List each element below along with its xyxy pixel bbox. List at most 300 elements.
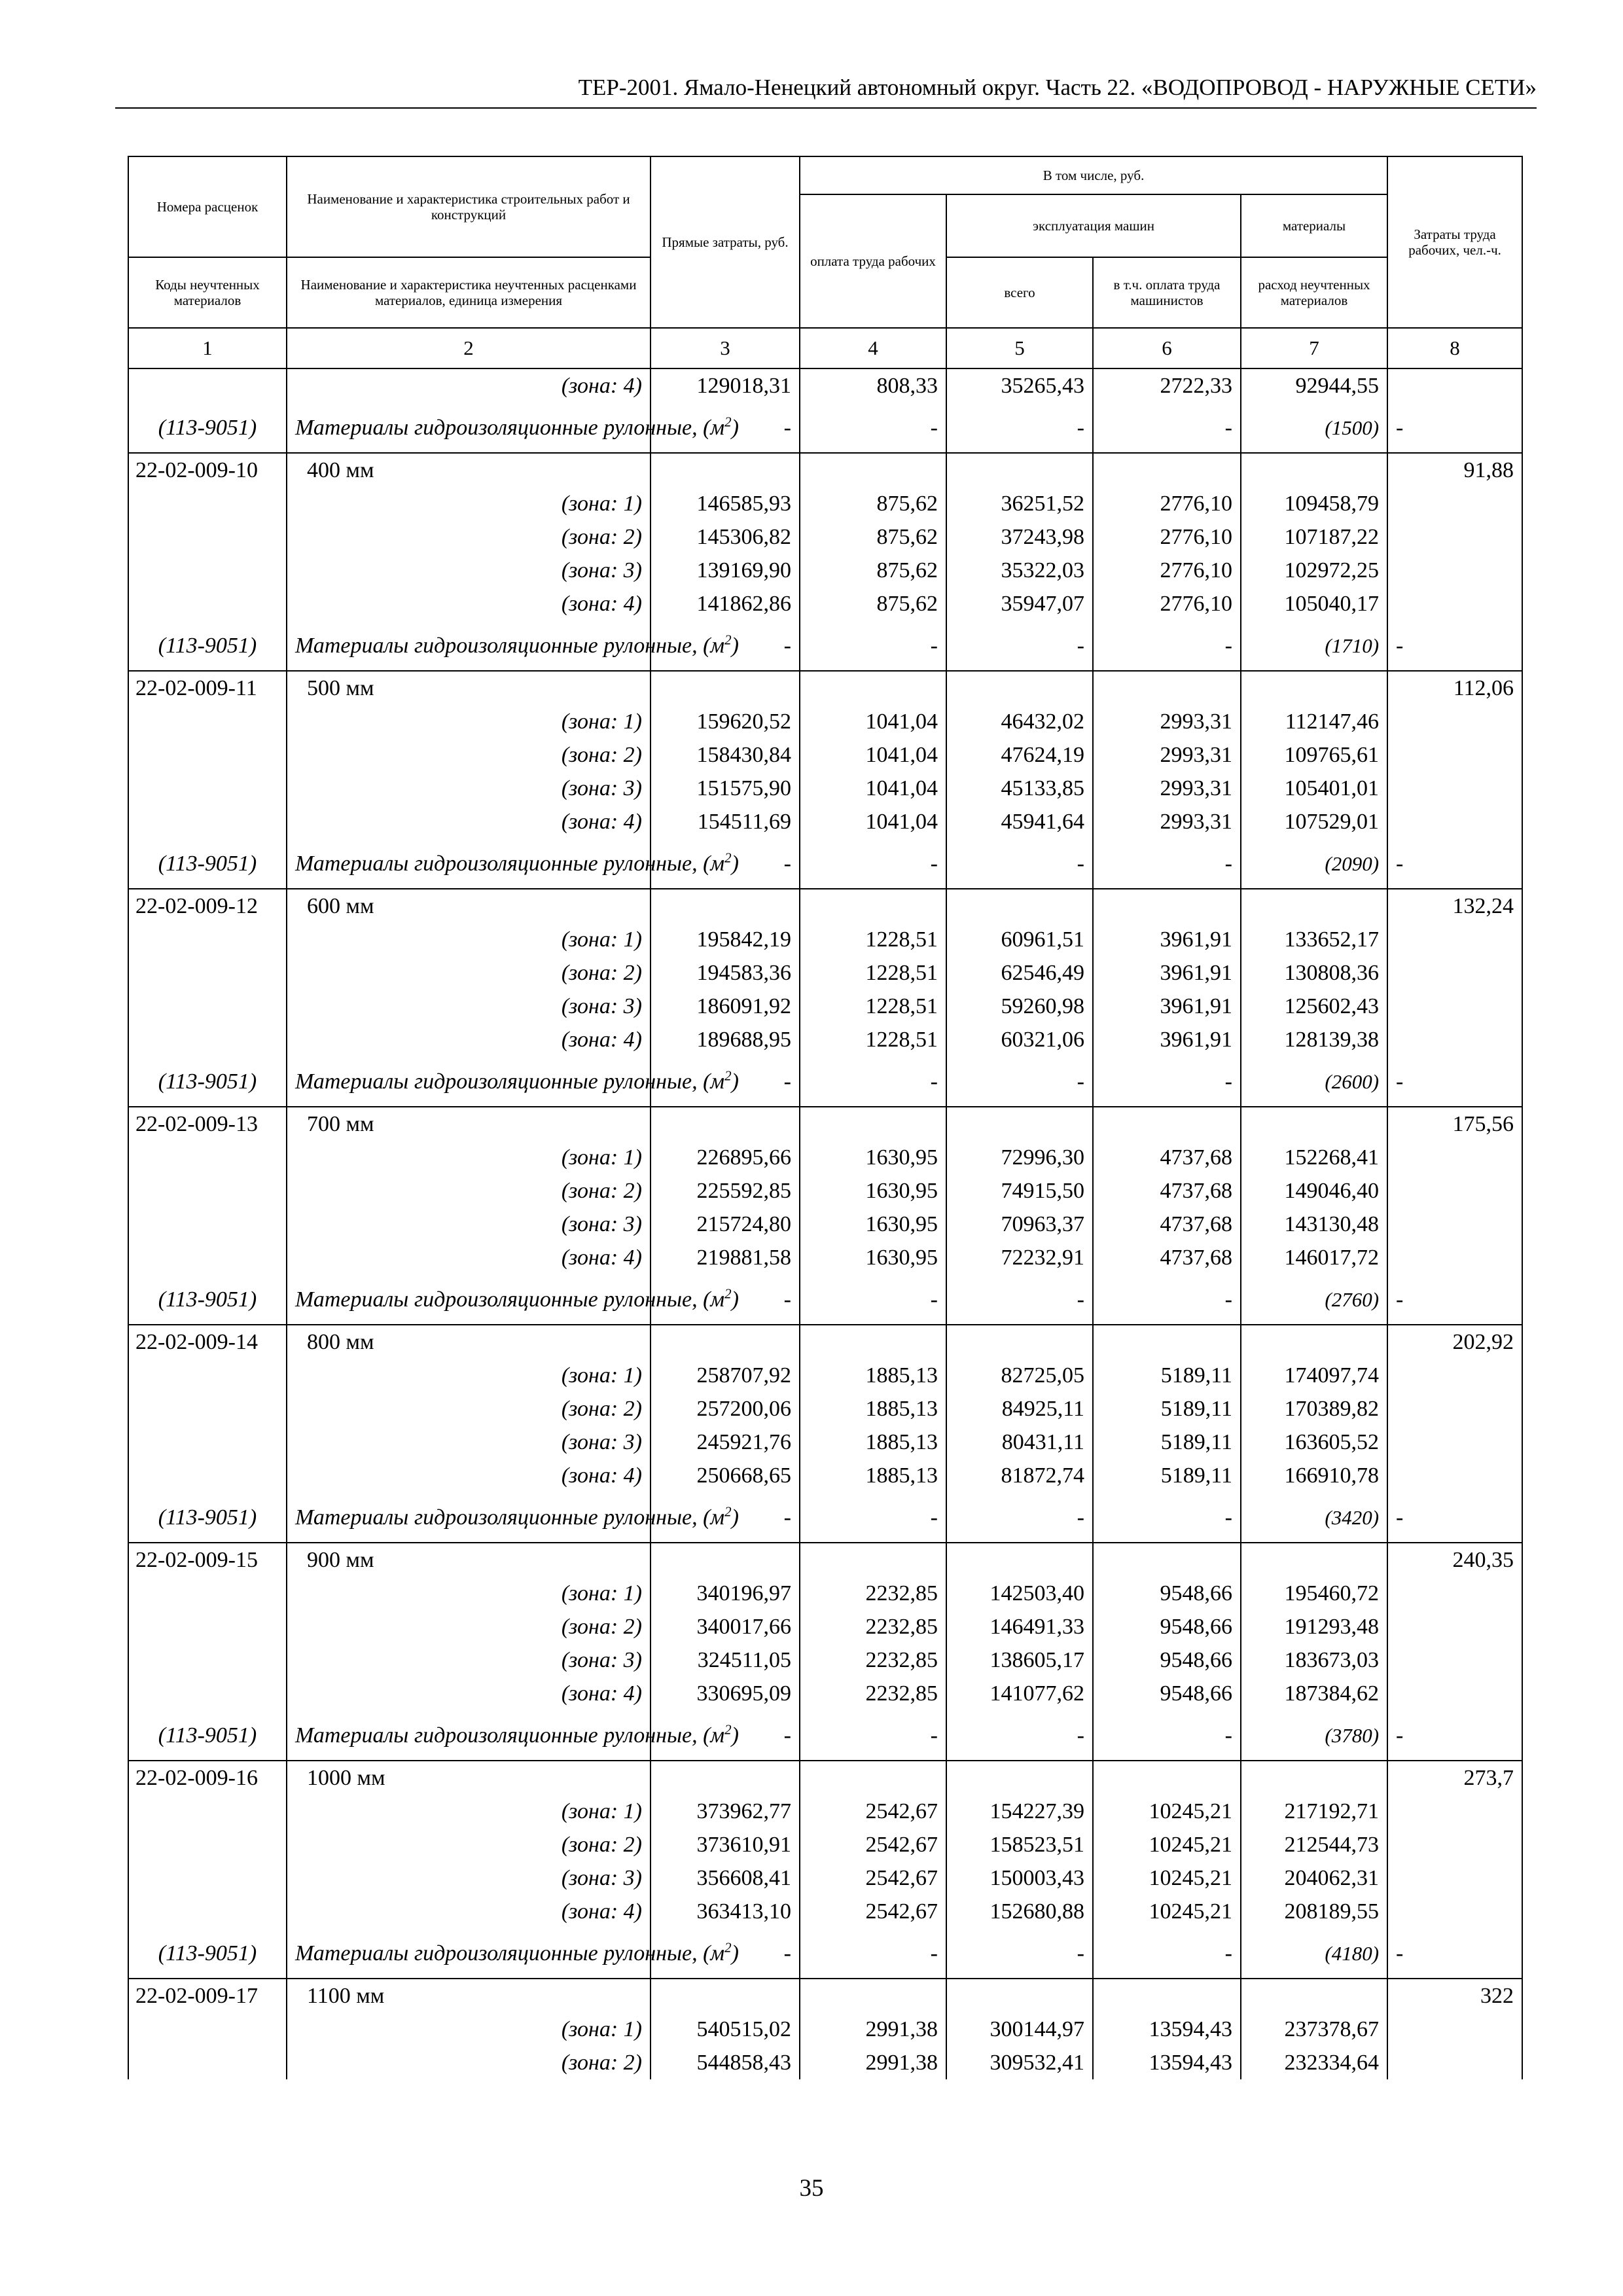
cell-materials: 109458,79 [1241,487,1387,520]
table-row [128,1459,1522,1492]
material-dash: - [946,1928,1093,1979]
cell-materials: 107187,22 [1241,520,1387,554]
table-row [128,1141,1522,1174]
material-row [128,620,1522,671]
col-header-work-name: Наименование и характеристика строительных работ и конструкций [287,156,651,257]
rate-row [128,1761,1522,1795]
cell-materials: 166910,78 [1241,1459,1387,1492]
col-header-group-including: В том числе, руб. [800,156,1387,194]
cell-machines-total: 142503,40 [946,1577,1093,1610]
column-number: 2 [287,328,651,368]
rate-name: 700 мм [287,1107,651,1141]
rate-name: 800 мм [287,1325,651,1359]
cell-direct-costs: 129018,31 [651,368,800,403]
material-quantity: (1710) [1241,620,1387,671]
cell-machinist-wages: 9548,66 [1093,1643,1241,1677]
table-row [128,1208,1522,1241]
zone-label: (зона: 1) [287,1577,651,1610]
material-row [128,1056,1522,1107]
cell-wages: 808,33 [800,368,946,403]
col-header-rate-numbers: Номера расценок [128,156,287,257]
material-name: Материалы гидроизоляционные рулонные, $(м^2)$ [287,1056,651,1107]
cell-machinist-wages: 5189,11 [1093,1459,1241,1492]
table-row [128,1643,1522,1677]
cell-wages: 1885,13 [800,1426,946,1459]
labor-cost: 322 [1387,1979,1522,2013]
table-row [128,705,1522,738]
table-row [128,1023,1522,1056]
material-dash: - [946,838,1093,889]
cell-materials: 133652,17 [1241,923,1387,956]
rate-code: 22-02-009-13 [128,1107,287,1141]
material-dash: - [946,1056,1093,1107]
material-quantity: (2760) [1241,1274,1387,1325]
cell-machines-total: 158523,51 [946,1828,1093,1861]
table-header [128,156,1522,368]
material-row [128,1274,1522,1325]
cell-direct-costs: 159620,52 [651,705,800,738]
material-dash: - [946,1710,1093,1761]
cell-wages: 1885,13 [800,1392,946,1426]
col-header-material-names: Наименование и характеристика неучтенных расценками материалов, единица измерения [287,257,651,328]
material-code: (113-9051) [128,1274,287,1325]
cell-machinist-wages: 3961,91 [1093,990,1241,1023]
cell-machinist-wages: 4737,68 [1093,1174,1241,1208]
labor-cost: 91,88 [1387,453,1522,487]
col-header-materials: материалы [1241,194,1387,257]
material-dash: - [1387,620,1522,671]
zone-label: (зона: 2) [287,738,651,772]
cell-machines-total: 37243,98 [946,520,1093,554]
zone-label: (зона: 3) [287,1426,651,1459]
cell-machinist-wages: 2776,10 [1093,554,1241,587]
material-dash: - [651,838,800,889]
column-number: 4 [800,328,946,368]
table-row [128,1359,1522,1392]
material-dash: - [651,403,800,453]
material-dash: - [1387,1710,1522,1761]
cell-machinist-wages: 2993,31 [1093,705,1241,738]
cell-direct-costs: 139169,90 [651,554,800,587]
material-dash: - [946,1274,1093,1325]
cell-machines-total: 150003,43 [946,1861,1093,1895]
zone-label: (зона: 3) [287,990,651,1023]
cell-wages: 1041,04 [800,772,946,805]
table-row [128,805,1522,838]
material-name: Материалы гидроизоляционные рулонные, $(м^2)$ [287,1928,651,1979]
material-row [128,403,1522,453]
cell-direct-costs: 215724,80 [651,1208,800,1241]
table-row [128,956,1522,990]
cell-wages: 1228,51 [800,990,946,1023]
table-row [128,368,1522,403]
cell-materials: 109765,61 [1241,738,1387,772]
cell-machines-total: 146491,33 [946,1610,1093,1643]
cell-direct-costs: 151575,90 [651,772,800,805]
zone-label: (зона: 4) [287,1459,651,1492]
table-body [128,368,1522,2079]
cell-machinist-wages: 4737,68 [1093,1208,1241,1241]
cell-wages: 2232,85 [800,1677,946,1710]
cell-machines-total: 84925,11 [946,1392,1093,1426]
cell-direct-costs: 258707,92 [651,1359,800,1392]
cell-machinist-wages: 4737,68 [1093,1141,1241,1174]
cell-materials: 105401,01 [1241,772,1387,805]
cell-direct-costs: 544858,43 [651,2046,800,2079]
rate-code: 22-02-009-11 [128,671,287,705]
cell-machines-total: 154227,39 [946,1795,1093,1828]
cell-machines-total: 35265,43 [946,368,1093,403]
cell-machinist-wages: 10245,21 [1093,1861,1241,1895]
cell-materials: 107529,01 [1241,805,1387,838]
col-header-material-codes: Коды неучтенных материалов [128,257,287,328]
cell-wages: 1041,04 [800,705,946,738]
cell-wages: 875,62 [800,520,946,554]
cell-wages: 2232,85 [800,1610,946,1643]
cell-machines-total: 80431,11 [946,1426,1093,1459]
zone-label: (зона: 3) [287,772,651,805]
zone-label: (зона: 4) [287,1023,651,1056]
cell-machines-total: 60321,06 [946,1023,1093,1056]
material-quantity: (2090) [1241,838,1387,889]
table-row [128,1174,1522,1208]
material-dash: - [651,1056,800,1107]
zone-label: (зона: 2) [287,1174,651,1208]
table-row [128,990,1522,1023]
zone-label: (зона: 4) [287,587,651,620]
table-row [128,1861,1522,1895]
table-row [128,487,1522,520]
material-dash: - [800,620,946,671]
material-name: Материалы гидроизоляционные рулонные, $(м^2)$ [287,403,651,453]
table-row [128,2013,1522,2046]
material-row [128,1928,1522,1979]
material-dash: - [800,1492,946,1543]
material-dash: - [1093,620,1241,671]
zone-label: (зона: 1) [287,1359,651,1392]
rate-row [128,1325,1522,1359]
material-dash: - [946,620,1093,671]
material-dash: - [1387,1928,1522,1979]
material-dash: - [651,1492,800,1543]
material-dash: - [800,1928,946,1979]
material-code: (113-9051) [128,1710,287,1761]
cell-direct-costs: 540515,02 [651,2013,800,2046]
zone-label: (зона: 3) [287,1208,651,1241]
material-dash: - [1387,1056,1522,1107]
rate-name: 400 мм [287,453,651,487]
rate-name: 500 мм [287,671,651,705]
rate-row [128,1543,1522,1577]
zone-label: (зона: 4) [287,1677,651,1710]
table-row [128,1392,1522,1426]
labor-cost: 240,35 [1387,1543,1522,1577]
cell-machinist-wages: 5189,11 [1093,1426,1241,1459]
table-row [128,1426,1522,1459]
cell-direct-costs: 373962,77 [651,1795,800,1828]
cell-direct-costs: 219881,58 [651,1241,800,1274]
rate-code: 22-02-009-15 [128,1543,287,1577]
cell-materials: 174097,74 [1241,1359,1387,1392]
material-row [128,1710,1522,1761]
cell-wages: 875,62 [800,554,946,587]
cell-machines-total: 46432,02 [946,705,1093,738]
material-code: (113-9051) [128,1492,287,1543]
cell-direct-costs: 195842,19 [651,923,800,956]
zone-label: (зона: 2) [287,1392,651,1426]
cell-machines-total: 62546,49 [946,956,1093,990]
cell-machines-total: 300144,97 [946,2013,1093,2046]
cell-direct-costs: 225592,85 [651,1174,800,1208]
cell-machinist-wages: 2993,31 [1093,772,1241,805]
cell-machinist-wages: 2993,31 [1093,738,1241,772]
cell-wages: 1630,95 [800,1141,946,1174]
cell-materials: 152268,41 [1241,1141,1387,1174]
cell-materials: 102972,25 [1241,554,1387,587]
material-dash: - [800,838,946,889]
rate-code: 22-02-009-17 [128,1979,287,2013]
cell-wages: 2991,38 [800,2013,946,2046]
table-row [128,772,1522,805]
material-quantity: (3780) [1241,1710,1387,1761]
column-number: 8 [1387,328,1522,368]
cell-machinist-wages: 3961,91 [1093,1023,1241,1056]
cell-machinist-wages: 2776,10 [1093,520,1241,554]
cell-machinist-wages: 9548,66 [1093,1677,1241,1710]
col-header-direct-costs: Прямые затраты, руб. [651,156,800,328]
cell-wages: 2542,67 [800,1795,946,1828]
zone-label: (зона: 1) [287,923,651,956]
cell-direct-costs: 158430,84 [651,738,800,772]
cell-machinist-wages: 10245,21 [1093,1828,1241,1861]
col-header-machines-total: всего [946,257,1093,328]
cell-machines-total: 152680,88 [946,1895,1093,1928]
cell-materials: 237378,67 [1241,2013,1387,2046]
rate-name: 1000 мм [287,1761,651,1795]
cell-materials: 191293,48 [1241,1610,1387,1643]
table-row [128,587,1522,620]
cell-wages: 2232,85 [800,1577,946,1610]
cell-machines-total: 35322,03 [946,554,1093,587]
zone-label: (зона: 2) [287,1828,651,1861]
cell-materials: 146017,72 [1241,1241,1387,1274]
table-row [128,2046,1522,2079]
material-dash: - [1093,1710,1241,1761]
zone-label: (зона: 1) [287,1141,651,1174]
labor-cost: 175,56 [1387,1107,1522,1141]
table-row [128,1610,1522,1643]
table-row [128,1677,1522,1710]
zone-label: (зона: 1) [287,705,651,738]
cell-materials: 183673,03 [1241,1643,1387,1677]
rate-code: 22-02-009-12 [128,889,287,923]
material-dash: - [800,1710,946,1761]
material-dash: - [1387,403,1522,453]
cell-machines-total: 74915,50 [946,1174,1093,1208]
cell-materials: 143130,48 [1241,1208,1387,1241]
cell-machinist-wages: 2993,31 [1093,805,1241,838]
cell-wages: 1630,95 [800,1241,946,1274]
cell-wages: 875,62 [800,487,946,520]
column-number: 5 [946,328,1093,368]
rate-row [128,1979,1522,2013]
rate-code: 22-02-009-10 [128,453,287,487]
cell-machinist-wages: 3961,91 [1093,923,1241,956]
material-dash: - [651,1928,800,1979]
zone-label: (зона: 1) [287,2013,651,2046]
material-quantity: (1500) [1241,403,1387,453]
material-dash: - [1093,1056,1241,1107]
material-dash: - [1093,838,1241,889]
material-quantity: (4180) [1241,1928,1387,1979]
table-row [128,1795,1522,1828]
cell-direct-costs: 340017,66 [651,1610,800,1643]
material-dash: - [651,620,800,671]
cell-machinist-wages: 13594,43 [1093,2013,1241,2046]
cell-machinist-wages: 4737,68 [1093,1241,1241,1274]
labor-cost: 132,24 [1387,889,1522,923]
material-dash: - [1093,1492,1241,1543]
cell-direct-costs: 154511,69 [651,805,800,838]
col-header-wages: оплата труда рабочих [800,194,946,328]
material-dash: - [1387,1492,1522,1543]
zone-label: (зона: 2) [287,520,651,554]
material-dash: - [800,1274,946,1325]
cell-machinist-wages: 10245,21 [1093,1795,1241,1828]
zone-label: (зона: 3) [287,554,651,587]
cell-wages: 2542,67 [800,1861,946,1895]
cell-wages: 1630,95 [800,1208,946,1241]
cell-direct-costs: 363413,10 [651,1895,800,1928]
material-name: Материалы гидроизоляционные рулонные, $(м^2)$ [287,1274,651,1325]
cell-machines-total: 45941,64 [946,805,1093,838]
cell-wages: 1041,04 [800,738,946,772]
cell-machinist-wages: 2776,10 [1093,587,1241,620]
cell-direct-costs: 356608,41 [651,1861,800,1895]
cell-direct-costs: 226895,66 [651,1141,800,1174]
cell-materials: 105040,17 [1241,587,1387,620]
column-number: 7 [1241,328,1387,368]
cell-materials: 232334,64 [1241,2046,1387,2079]
zone-label: (зона: 2) [287,2046,651,2079]
cell-wages: 1885,13 [800,1459,946,1492]
page-number: 35 [799,2175,824,2202]
cell-machines-total: 59260,98 [946,990,1093,1023]
cell-wages: 1228,51 [800,1023,946,1056]
zone-label: (зона: 1) [287,487,651,520]
material-quantity: (3420) [1241,1492,1387,1543]
cell-materials: 128139,38 [1241,1023,1387,1056]
cell-direct-costs: 373610,91 [651,1828,800,1861]
rate-row [128,671,1522,705]
cell-machinist-wages: 5189,11 [1093,1392,1241,1426]
zone-label: (зона: 4) [287,805,651,838]
rate-name: 600 мм [287,889,651,923]
cell-machinist-wages: 2722,33 [1093,368,1241,403]
cell-machines-total: 81872,74 [946,1459,1093,1492]
cell-direct-costs: 186091,92 [651,990,800,1023]
cell-materials: 217192,71 [1241,1795,1387,1828]
table-row [128,1577,1522,1610]
cell-wages: 1885,13 [800,1359,946,1392]
cell-wages: 2542,67 [800,1828,946,1861]
cell-machinist-wages: 2776,10 [1093,487,1241,520]
cell-direct-costs: 146585,93 [651,487,800,520]
material-name: Материалы гидроизоляционные рулонные, $(м^2)$ [287,838,651,889]
cell-materials: 204062,31 [1241,1861,1387,1895]
cell-machines-total: 47624,19 [946,738,1093,772]
zone-label: (зона: 2) [287,956,651,990]
table-row [128,554,1522,587]
cell-machinist-wages: 9548,66 [1093,1577,1241,1610]
cell-wages: 1041,04 [800,805,946,838]
price-table [128,156,1523,2079]
rate-row [128,889,1522,923]
material-code: (113-9051) [128,1056,287,1107]
material-quantity: (2600) [1241,1056,1387,1107]
material-dash: - [800,403,946,453]
cell-materials: 212544,73 [1241,1828,1387,1861]
cell-machines-total: 45133,85 [946,772,1093,805]
material-name: Материалы гидроизоляционные рулонные, $(м^2)$ [287,620,651,671]
material-name: Материалы гидроизоляционные рулонные, $(м^2)$ [287,1710,651,1761]
cell-materials: 170389,82 [1241,1392,1387,1426]
table-row [128,923,1522,956]
cell-machinist-wages: 9548,66 [1093,1610,1241,1643]
table-row [128,1828,1522,1861]
material-code: (113-9051) [128,838,287,889]
zone-label: (зона: 3) [287,1643,651,1677]
labor-cost: 202,92 [1387,1325,1522,1359]
cell-machines-total: 36251,52 [946,487,1093,520]
material-code: (113-9051) [128,1928,287,1979]
col-header-machines: эксплуатация машин [946,194,1241,257]
material-dash: - [1387,1274,1522,1325]
cell-direct-costs: 250668,65 [651,1459,800,1492]
cell-machines-total: 141077,62 [946,1677,1093,1710]
cell-machines-total: 35947,07 [946,587,1093,620]
cell-materials: 92944,55 [1241,368,1387,403]
cell-machines-total: 138605,17 [946,1643,1093,1677]
material-row [128,1492,1522,1543]
zone-label: (зона: 3) [287,1861,651,1895]
cell-wages: 1228,51 [800,956,946,990]
cell-materials: 112147,46 [1241,705,1387,738]
zone-label: (зона: 2) [287,1610,651,1643]
material-dash: - [1093,1928,1241,1979]
rate-name: 1100 мм [287,1979,651,2013]
cell-materials: 130808,36 [1241,956,1387,990]
column-number: 6 [1093,328,1241,368]
cell-materials: 187384,62 [1241,1677,1387,1710]
column-number: 1 [128,328,287,368]
cell-direct-costs: 340196,97 [651,1577,800,1610]
material-dash: - [651,1710,800,1761]
material-dash: - [651,1274,800,1325]
rate-row [128,453,1522,487]
zone-label: (зона: 4) [287,368,651,403]
cell-materials: 149046,40 [1241,1174,1387,1208]
material-name: Материалы гидроизоляционные рулонные, $(м^2)$ [287,1492,651,1543]
cell-wages: 1630,95 [800,1174,946,1208]
material-dash: - [1093,403,1241,453]
cell-machinist-wages: 10245,21 [1093,1895,1241,1928]
column-numbers-row [128,328,1522,368]
col-header-machinist-wages: в т.ч. оплата труда машинистов [1093,257,1241,328]
col-header-unaccounted-materials: расход неучтенных материалов [1241,257,1387,328]
cell-direct-costs: 324511,05 [651,1643,800,1677]
material-dash: - [946,403,1093,453]
